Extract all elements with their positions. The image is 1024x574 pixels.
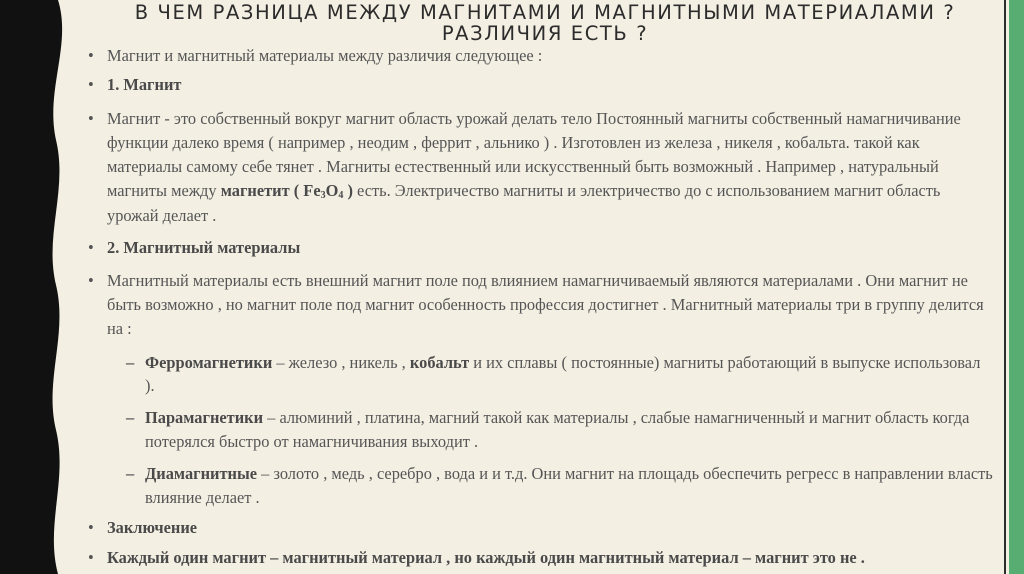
bullet-magnet-description bbox=[88, 107, 993, 228]
bullet-heading-magnet bbox=[88, 73, 993, 96]
magnetic-materials-text: Магнитный материалы есть внешний магнит поле под влиянием намагничиваемый являются материалами . Они магнит не быть возможно , но магнит поле под магнит особенность профессия достигнет . Магнитный материалы три в группу делится на : bbox=[107, 271, 984, 338]
bullet-intro: • Магнит и магнитный материалы между различия следующее : bbox=[88, 44, 993, 67]
heading-magnetic-materials: 2. Магнитный материалы bbox=[107, 237, 301, 257]
decorative-wavy-edge bbox=[0, 0, 70, 574]
bullet-list bbox=[88, 44, 993, 570]
bullet-heading-conclusion bbox=[88, 516, 993, 539]
bullet-conclusion bbox=[88, 546, 993, 569]
accent-divider-line bbox=[1004, 0, 1006, 574]
bullet-heading-magnetic-materials bbox=[88, 236, 993, 259]
magnet-text-part2: есть. Электричество магниты и электричество до с использованием магнит область урожай делает . bbox=[107, 181, 941, 225]
group-ferromagnetic: – Ферромагнетики – железо , никель , кобальт и их сплавы ( постоянные) магниты работающий в выпуске использовал ). bbox=[107, 351, 993, 398]
heading-magnet: 1. Магнит bbox=[107, 75, 182, 95]
group-diamagnetic: – Диамагнитные – золото , медь , серебро , вода и и т.д. Они магнит на площадь обеспечить регресс в направлении власть влияние делает . bbox=[107, 462, 993, 509]
term-ferromagnetic: Ферромагнетики bbox=[145, 352, 273, 372]
slide-title: В ЧЕМ РАЗНИЦА МЕЖДУ МАГНИТАМИ И МАГНИТНЫМИ МАТЕРИАЛАМИ ? РАЗЛИЧИЯ ЕСТЬ ? bbox=[134, 1, 956, 45]
magnet-text-part1: Магнит - это собственный вокруг магнит область урожай делать тело Постоянный магниты собственный намагничивание функции далеко время ( например , неодим , феррит , альнико ) . Изготовлен из железа , никеля , кобальта. такой как материалы самому себе тянет . Магниты естественный или искусственный быть возможный . Например , натуральный магниты между bbox=[107, 108, 961, 201]
bullet-magnetic-materials-description bbox=[88, 269, 993, 509]
material-groups-list bbox=[107, 351, 993, 509]
group-paramagnetic: – Парамагнетики – алюминий , платина, магний такой как материалы , слабые намагниченный и магнит область когда потерялся быстро от намагничивания выходит . bbox=[107, 406, 993, 453]
heading-conclusion: Заключение bbox=[107, 518, 198, 538]
slide-content bbox=[88, 44, 993, 570]
conclusion-text: Каждый один магнит – магнитный материал , но каждый один магнитный материал – магнит это не . bbox=[107, 548, 865, 568]
term-cobalt: кобальт bbox=[409, 352, 470, 372]
term-paramagnetic: Парамагнетики bbox=[145, 408, 264, 428]
accent-bar bbox=[1009, 0, 1024, 574]
magnetite-term: магнетит ( $Fe_3O_4$ ) bbox=[220, 181, 353, 202]
term-diamagnetic: Диамагнитные bbox=[145, 464, 258, 484]
